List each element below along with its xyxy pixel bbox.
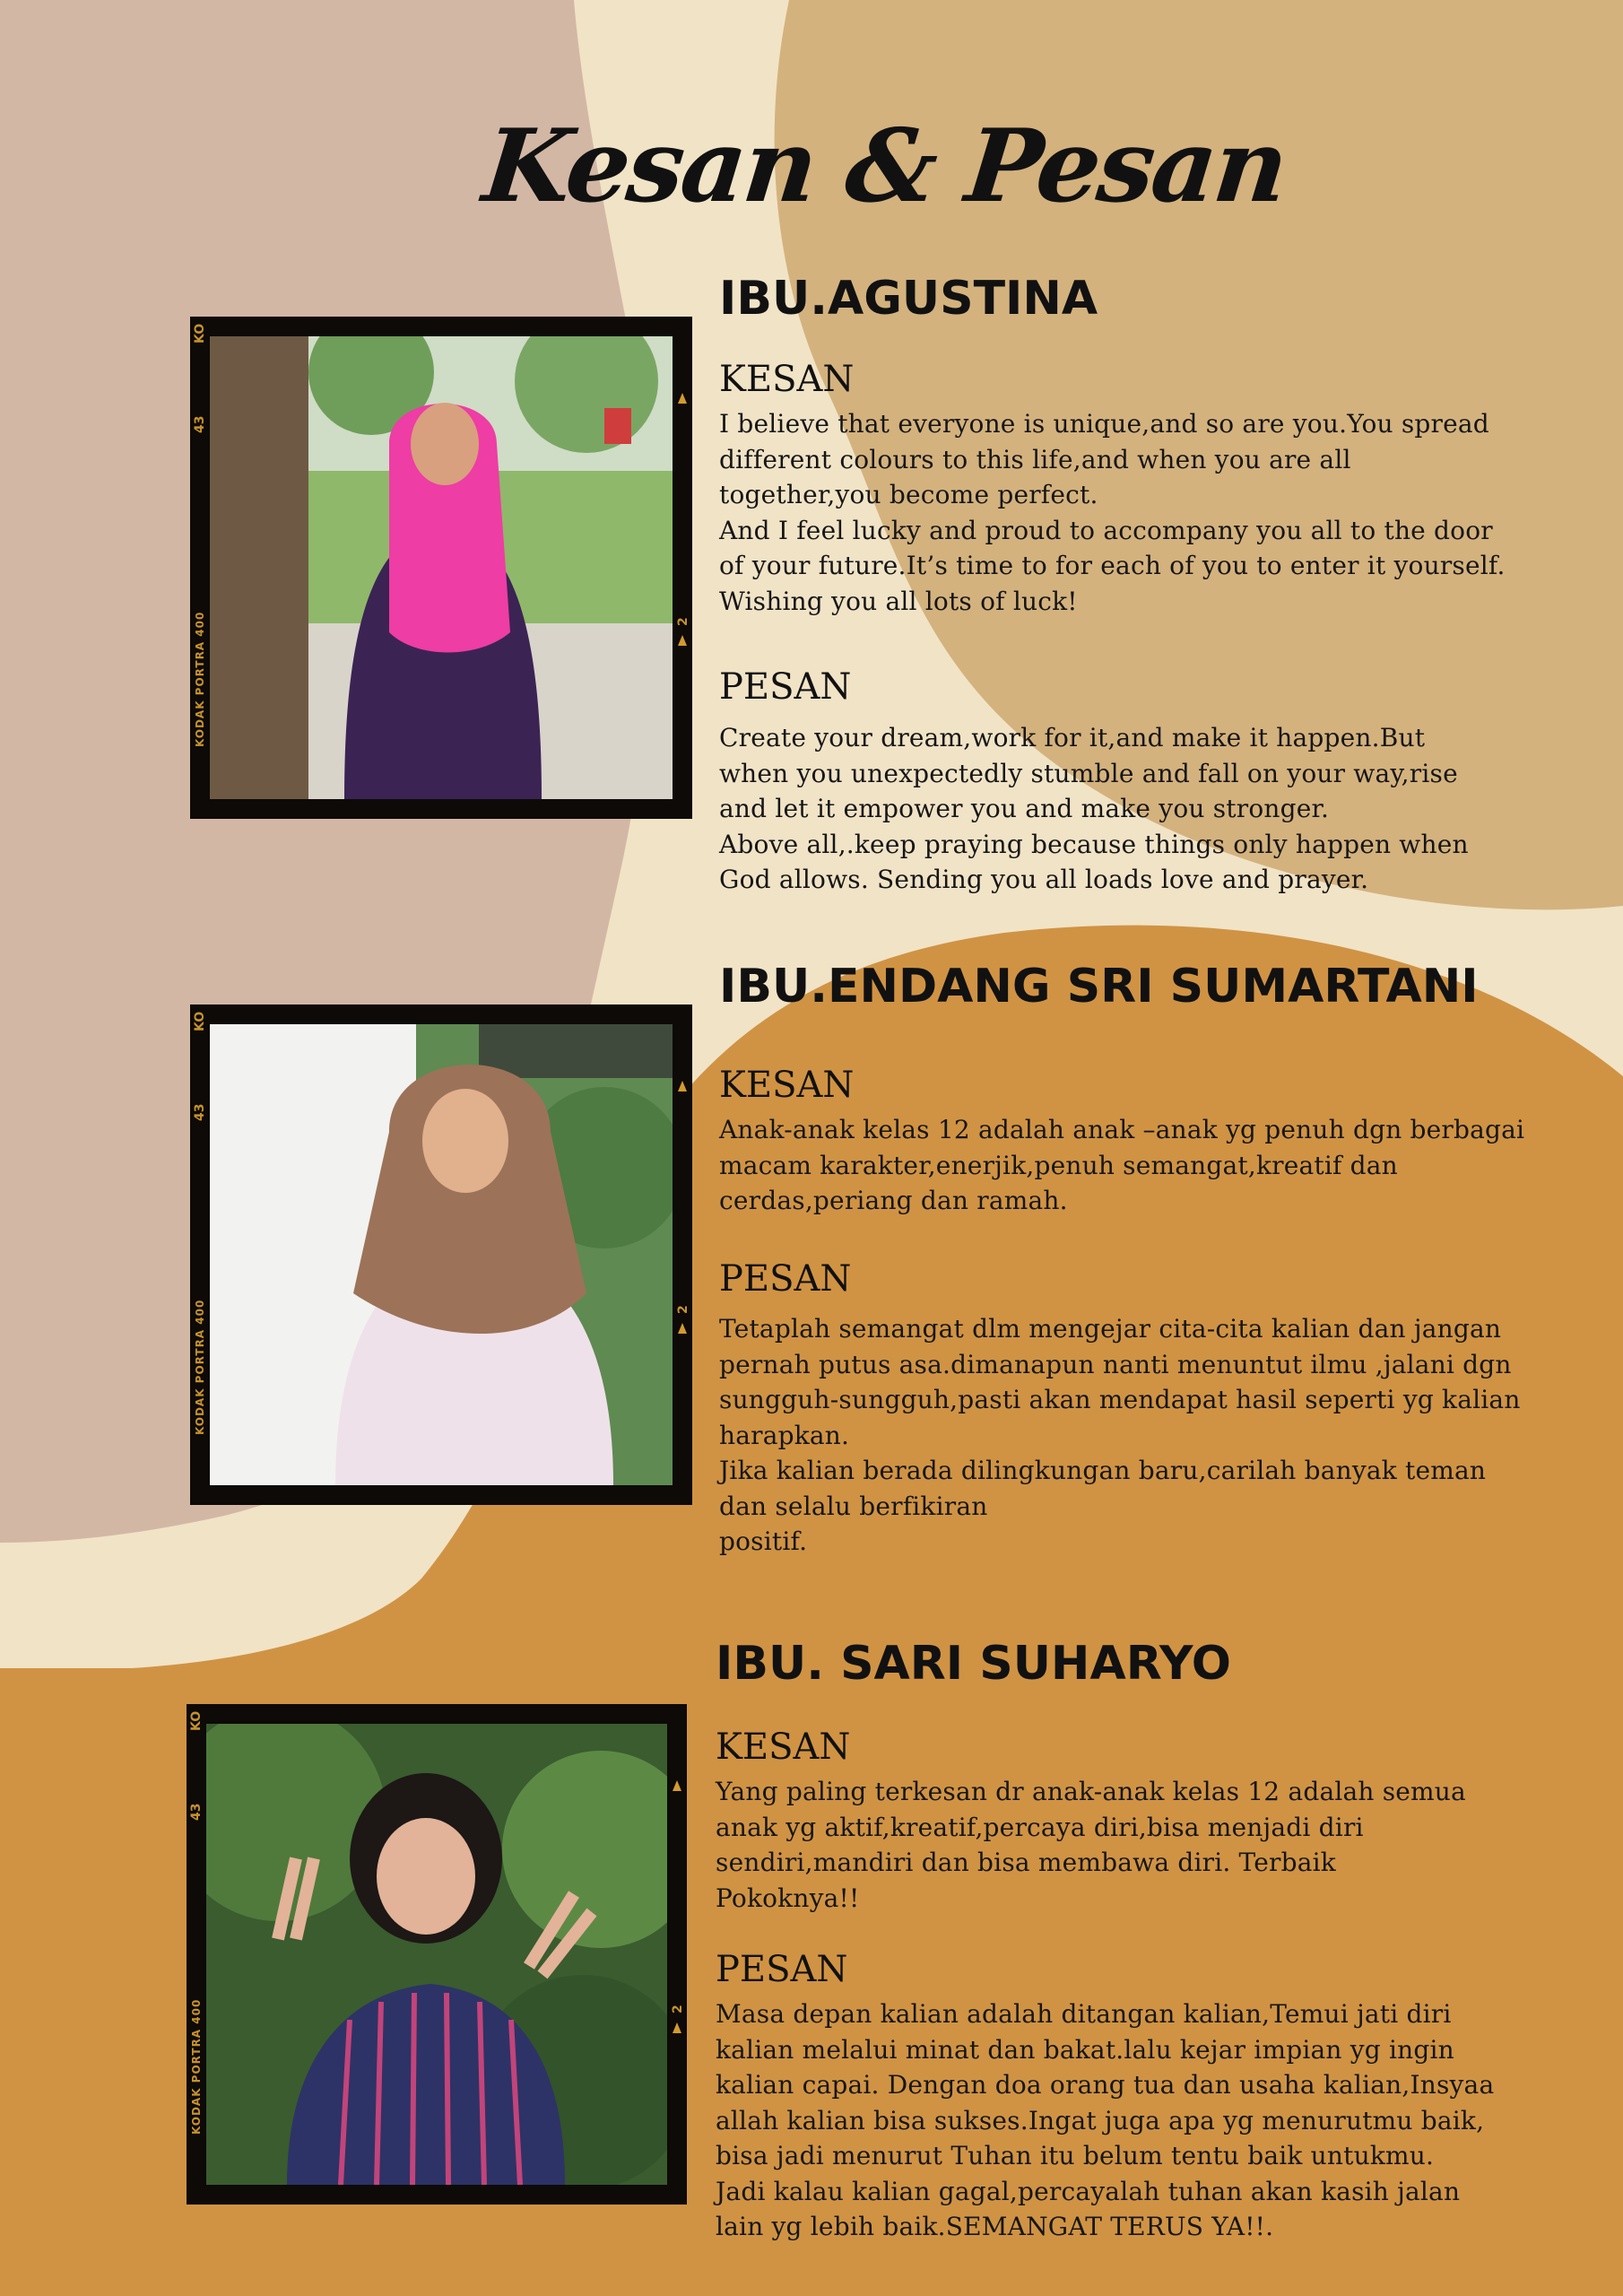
pesan-label: PESAN [719, 666, 852, 708]
kesan-label: KESAN [719, 359, 855, 400]
film-arrow-icon [673, 2022, 681, 2033]
film-brand-text: KODAK PORTRA 400 [190, 1998, 203, 2135]
kesan-label: KESAN [716, 1726, 851, 1768]
film-number-a: 43 [193, 415, 207, 433]
page-title: Kesan & Pesan [478, 108, 1291, 225]
pesan-text: Masa depan kalian adalah ditangan kalian,Temui jati diri kalian melalui minat dan bakat.lalu kejar impian yg ingin kalian capai. Dengan doa orang tua dan usaha kalian,Insyaa allah kalian bisa sukses.Ingat juga apa yg menurutmu baik, bisa jadi menurut Tuhan itu belum tentu baik untukmu. Jadi kalau kalian gagal,percayalah tuhan akan kasih jalan lain yg lebih baik.SEMANGAT TERUS YA!!. [716, 1999, 1495, 2241]
photo-frame-agustina [190, 317, 692, 819]
pesan-text: Create your dream,work for it,and make it happen.But when you unexpectedly stumble and fall on your way,rise and let it empower you and make you stronger. Above all,.keep praying because things only happen when God allows. Sending you all loads love and prayer. [719, 723, 1469, 894]
photo-frame-sari [187, 1704, 687, 2205]
film-brand-text: KODAK PORTRA 400 [194, 1299, 206, 1435]
teacher-photo-endang [210, 1024, 673, 1485]
kesan-text: Yang paling terkesan dr anak-anak kelas 12 adalah semua anak yg aktif,kreatif,percaya diri,bisa menjadi diri sendiri,mandiri dan bisa membawa diri. Terbaik Pokoknya!! [716, 1777, 1466, 1913]
pesan-label: PESAN [716, 1949, 848, 1990]
film-arrow-icon [673, 1780, 681, 1791]
film-arrow-icon [678, 1323, 687, 1334]
film-number-b: 2 [671, 2005, 685, 2013]
film-number-b: 2 [676, 1305, 690, 1314]
film-arrow-icon [678, 635, 687, 646]
teacher-name: IBU.ENDANG SRI SUMARTANI [719, 960, 1479, 1013]
film-code-text: KO [193, 1011, 207, 1031]
teacher-name: IBU. SARI SUHARYO [716, 1637, 1231, 1691]
film-number-a: 43 [193, 1103, 207, 1121]
pesan-label: PESAN [719, 1258, 852, 1300]
teacher-name: IBU.AGUSTINA [719, 272, 1098, 326]
teacher-photo-agustina [210, 336, 673, 799]
film-number-a: 43 [189, 1803, 204, 1821]
film-arrow-icon [678, 393, 687, 404]
film-number-b: 2 [676, 617, 690, 626]
kesan-label: KESAN [719, 1065, 855, 1106]
pesan-text: Tetaplah semangat dlm mengejar cita-cita kalian dan jangan pernah putus asa.dimanapun nanti menuntut ilmu ,jalani dgn sungguh-sungguh,pasti akan mendapat hasil seperti yg kalian harapkan. Jika kalian berada dilingkungan baru,carilah banyak teman dan selalu berfikiran positif. [719, 1314, 1521, 1556]
photo-frame-endang [190, 1004, 692, 1505]
film-code-text: KO [193, 323, 207, 344]
film-code-text: KO [189, 1710, 204, 1731]
kesan-text: I believe that everyone is unique,and so are you.You spread different colours to this life,and when you are all together,you become perfect. And I feel lucky and proud to accompany you all to the door of your future.It’s time to for each of you to enter it yourself. Wishing you all lots of luck! [719, 409, 1506, 616]
teacher-photo-sari [206, 1724, 667, 2185]
film-brand-text: KODAK PORTRA 400 [194, 611, 206, 747]
film-arrow-icon [678, 1081, 687, 1091]
kesan-text: Anak-anak kelas 12 adalah anak –anak yg penuh dgn berbagai macam karakter,enerjik,penuh semangat,kreatif dan cerdas,periang dan ramah. [719, 1115, 1525, 1215]
